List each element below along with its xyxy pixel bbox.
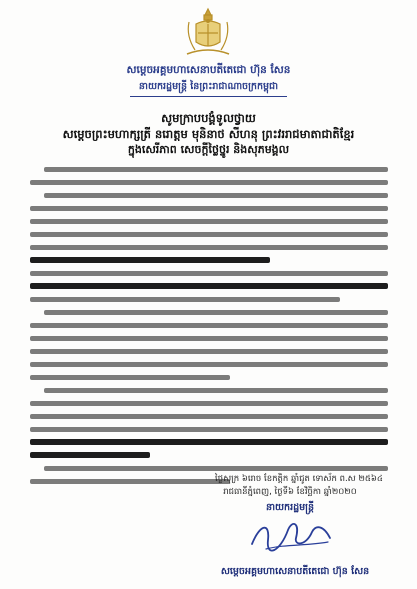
paragraph-1 bbox=[30, 163, 388, 189]
text-line bbox=[30, 436, 388, 449]
letter-body bbox=[30, 163, 388, 488]
paragraph-2 bbox=[30, 189, 388, 306]
text-line bbox=[30, 241, 388, 254]
text-line bbox=[30, 410, 388, 423]
text-line bbox=[30, 280, 388, 293]
text-line bbox=[30, 449, 388, 462]
text-line bbox=[30, 228, 388, 241]
text-line bbox=[30, 189, 388, 202]
signer-name: សម្តេចអគ្គមហាសេនាបតីតេជោ ហ៊ុន សែន bbox=[220, 566, 370, 577]
header-divider bbox=[130, 96, 287, 97]
royal-coat-of-arms-icon bbox=[183, 6, 233, 58]
solar-date: រាជធានីភ្នំពេញ, ថ្ងៃទី៦ ខែវិច្ឆិកា ឆ្នាំ២០២០ bbox=[223, 487, 357, 497]
letterhead-name: សម្តេចអគ្គមហាសេនាបតីតេជោ ហ៊ុន សែន bbox=[126, 64, 291, 76]
signer-title: នាយករដ្ឋមន្ត្រី bbox=[265, 502, 315, 513]
blessing-heading: ក្នុងសេរីភាព សេចក្តីថ្លៃថ្នូរ និងសុភមង្គល bbox=[127, 143, 290, 156]
text-line bbox=[30, 358, 388, 371]
text-line bbox=[30, 163, 388, 176]
text-line bbox=[30, 332, 388, 345]
text-line bbox=[30, 397, 388, 410]
salutation-heading: សូមក្រាបបង្គំទូលថ្វាយ bbox=[161, 111, 256, 125]
text-line bbox=[30, 267, 388, 280]
text-line bbox=[30, 384, 388, 397]
letterhead-office: នាយករដ្ឋមន្ត្រី នៃព្រះរាជាណាចក្រកម្ពុជា bbox=[138, 81, 279, 92]
text-line bbox=[30, 319, 388, 332]
handwritten-signature bbox=[246, 516, 336, 556]
text-line bbox=[30, 176, 388, 189]
paragraph-3 bbox=[30, 306, 388, 384]
text-line bbox=[30, 202, 388, 215]
text-line bbox=[30, 306, 388, 319]
text-line bbox=[30, 371, 388, 384]
addressee-heading: សម្តេចព្រះមហាក្សត្រី នរោត្តម មុនិនាថ សីហនុ ព្រះវររាជមាតាជាតិខ្មែរ bbox=[62, 127, 355, 141]
text-line bbox=[30, 423, 388, 436]
paragraph-4 bbox=[30, 384, 388, 462]
text-line bbox=[30, 215, 388, 228]
text-line bbox=[30, 293, 388, 306]
text-line bbox=[30, 345, 388, 358]
text-line bbox=[30, 254, 388, 267]
lunar-date: ថ្ងៃសុក្រ ៦រោច ខែកត្តិក ឆ្នាំជូត ទោស័ក ព.ស ២៥៦៤ bbox=[215, 474, 383, 484]
